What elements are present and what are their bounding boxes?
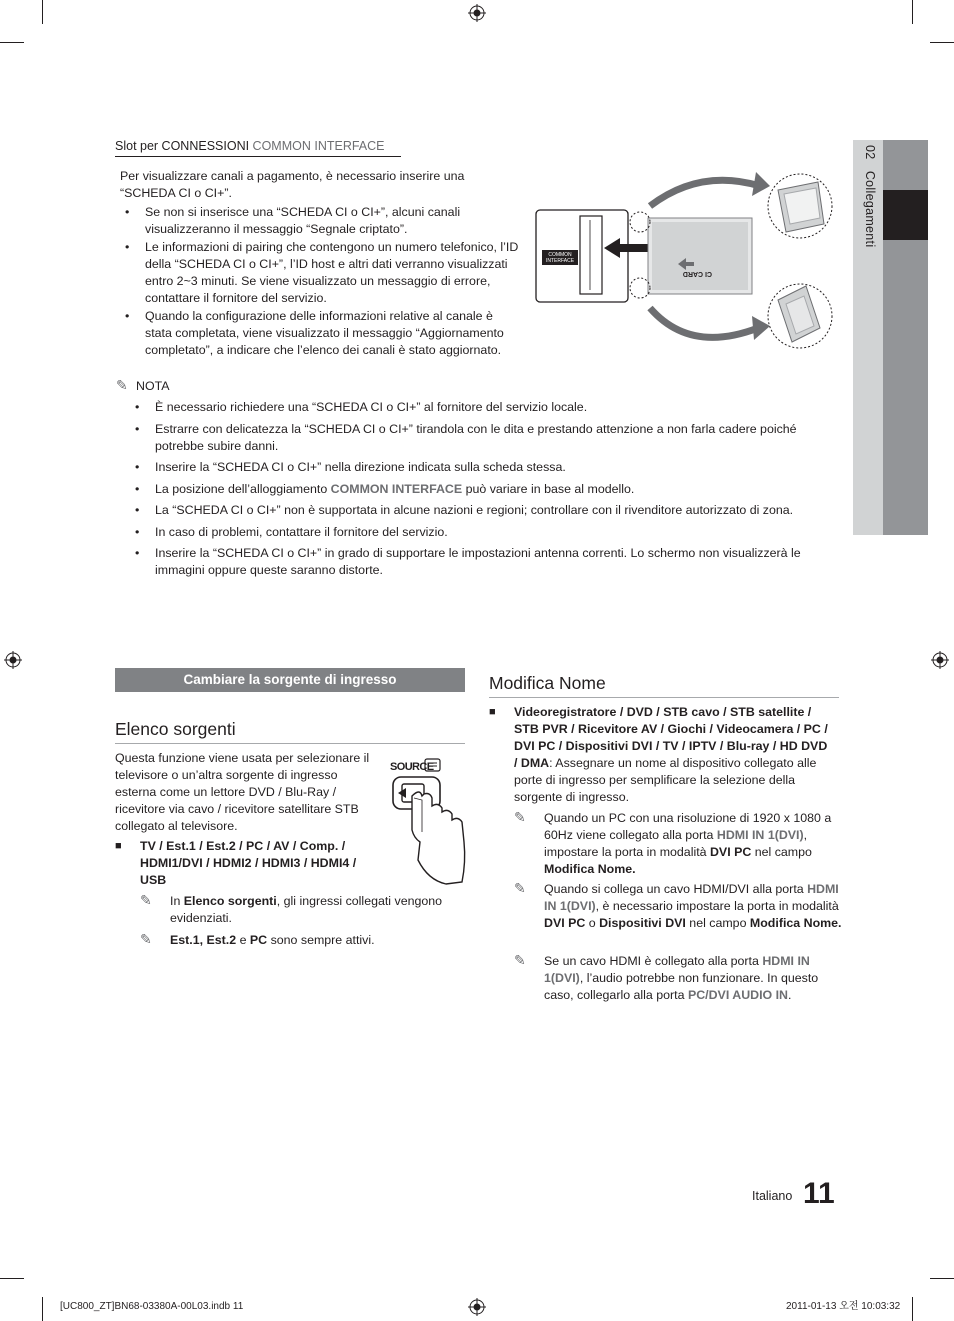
crop-mark	[0, 1278, 24, 1279]
modifica-note-1: ✎ Quando un PC con una risoluzione di 1920 x 1080 a 60Hz viene collegato alla porta HDMI IN 1(DVI), impostare la porta in modalità DVI PC nel campo Modifica Nome.	[514, 809, 832, 876]
square-bullet-icon: ■	[489, 706, 496, 718]
source-list-item: ■ TV / Est.1 / Est.2 / PC / AV / Comp. / HDMI1/DVI / HDMI2 / HDMI3 / HDMI4 / USB	[115, 839, 357, 887]
note-pencil-icon: ✎	[514, 952, 526, 968]
chapter-number: 02	[863, 145, 877, 160]
upper-curved-arrow-icon	[752, 172, 770, 196]
list-item: • È necessario richiedere una “SCHEDA CI o CI+” al fornitore del servizio locale.	[130, 399, 840, 416]
registration-mark-icon	[4, 651, 22, 669]
slot-label-line1: COMMON	[548, 252, 572, 258]
crop-mark	[0, 42, 24, 43]
elenco-description: Questa funzione viene usata per selezionare il televisore o un’altra sorgente di ingresso esterna come un lettore DVD / Blu-Ray / ricevitore via cavo / ricevitore satellitare STB collegato al televisore.	[115, 751, 370, 833]
registration-mark-icon	[931, 651, 949, 669]
list-item: • Estrarre con delicatezza la “SCHEDA CI o CI+” tirandola con le dita e prestando attenzione a non farla cadere poiché potrebbe subire danni.	[130, 421, 840, 455]
ci-card-insertion-figure	[530, 168, 840, 354]
elenco-sorgenti-heading: Elenco sorgenti	[115, 718, 465, 744]
list-item: • Se non si inserisce una “SCHEDA CI o CI+”, alcuni canali visualizzeranno il messaggio “Segnale criptato”.	[120, 204, 520, 238]
slot-bullet-list	[120, 204, 520, 360]
slot-intro: Per visualizzare canali a pagamento, è necessario inserire una “SCHEDA CI o CI+”.	[120, 169, 465, 200]
chapter-tab-block	[883, 240, 928, 535]
slot-section-title: Slot per CONNESSIONI COMMON INTERFACE	[115, 138, 401, 157]
list-item: • Quando la configurazione delle informazioni relative al canale è stata completata, viene visualizzato il messaggio “Aggiornamento completato”, a indicare che l’elenco dei canali è stato aggiornato.	[120, 308, 520, 359]
list-item: • La “SCHEDA CI o CI+” non è supportata in alcune nazioni e regioni; controllare con il rivenditore autorizzato di zona.	[130, 502, 840, 519]
source-button-hand-icon	[388, 752, 468, 888]
elenco-note-2: ✎ Est.1, Est.2 e PC sono sempre attivi.	[140, 931, 375, 947]
list-item: • Le informazioni di pairing che contengono un numero telefonico, l’ID della “SCHEDA CI o CI+”, l’ID host e altri dati verranno visualizzati entro 2~3 minuti. Se viene visualizzato un messaggio di errore, contattare il fornitore del servizio.	[120, 239, 520, 307]
registration-mark-icon	[468, 1298, 486, 1316]
note-pencil-icon: ✎	[514, 809, 526, 825]
nota-heading: ✎ NOTA	[116, 377, 170, 393]
footer-language: Italiano	[752, 1189, 793, 1203]
card-label: CI CARD	[682, 270, 712, 277]
crop-mark	[930, 42, 954, 43]
elenco-note-1: ✎ In Elenco sorgenti, gli ingressi collegati vengono evidenziati.	[140, 892, 443, 925]
note-pencil-icon: ✎	[140, 892, 152, 908]
section-title-bar: Cambiare la sorgente di ingresso	[115, 668, 465, 692]
list-item: • La posizione dell’alloggiamento COMMON INTERFACE può variare in base al modello.	[130, 481, 840, 498]
crop-mark	[912, 0, 913, 24]
lower-curved-arrow-icon	[752, 316, 770, 340]
modifica-nome-heading: Modifica Nome	[489, 672, 839, 698]
chapter-tab-label	[858, 145, 878, 285]
nota-list	[130, 399, 840, 584]
list-item: • Inserire la “SCHEDA CI o CI+” nella direzione indicata sulla scheda stessa.	[130, 459, 840, 476]
chapter-tab-block	[883, 140, 928, 190]
source-label: SOURCE	[390, 761, 434, 773]
note-pencil-icon: ✎	[140, 931, 152, 947]
crop-mark	[912, 1297, 913, 1321]
print-slug-file: [UC800_ZT]BN68-03380A-00L03.indb 11	[60, 1301, 244, 1312]
slot-label-line2: INTERFACE	[545, 258, 575, 264]
registration-mark-icon	[468, 4, 486, 22]
crop-mark	[42, 1297, 43, 1321]
list-item: • Inserire la “SCHEDA CI o CI+” in grado di supportare le impostazioni antenna correnti. Lo schermo non visualizzerà le immagini oppure queste saranno distorte.	[130, 545, 840, 579]
chapter-tab-marker	[883, 190, 928, 240]
note-pencil-icon: ✎	[116, 377, 128, 393]
square-bullet-icon: ■	[115, 840, 122, 852]
modifica-note-3: ✎ Se un cavo HDMI è collegato alla porta HDMI IN 1(DVI), l’audio potrebbe non funzionare. In questo caso, collegarlo alla porta PC/DVI AUDIO IN.	[514, 952, 819, 1002]
note-pencil-icon: ✎	[514, 880, 526, 896]
crop-mark	[42, 0, 43, 24]
chapter-title: Collegamenti	[863, 170, 877, 248]
page-number: 11	[803, 1177, 835, 1210]
modifica-list-item: ■ Videoregistratore / DVD / STB cavo / STB satellite / STB PVR / Ricevitore AV / Giochi / Videocamera / PC / DVI PC / Dispositivi DVI / TV / IPTV / Blu-ray / HD DVD / DMA: Assegnare un nome al dispositivo collegato alle porte di ingresso per semplificare la selezione della sorgente di ingresso.	[489, 705, 828, 804]
crop-mark	[930, 1278, 954, 1279]
print-slug-date: 2011-01-13 오전 10:03:32	[786, 1301, 901, 1312]
modifica-note-2: ✎ Quando si collega un cavo HDMI/DVI alla porta HDMI IN 1(DVI), è necessario impostare la porta in modalità DVI PC o Dispositivi DVI nel campo Modifica Nome.	[514, 880, 842, 930]
list-item: • In caso di problemi, contattare il fornitore del servizio.	[130, 524, 840, 541]
